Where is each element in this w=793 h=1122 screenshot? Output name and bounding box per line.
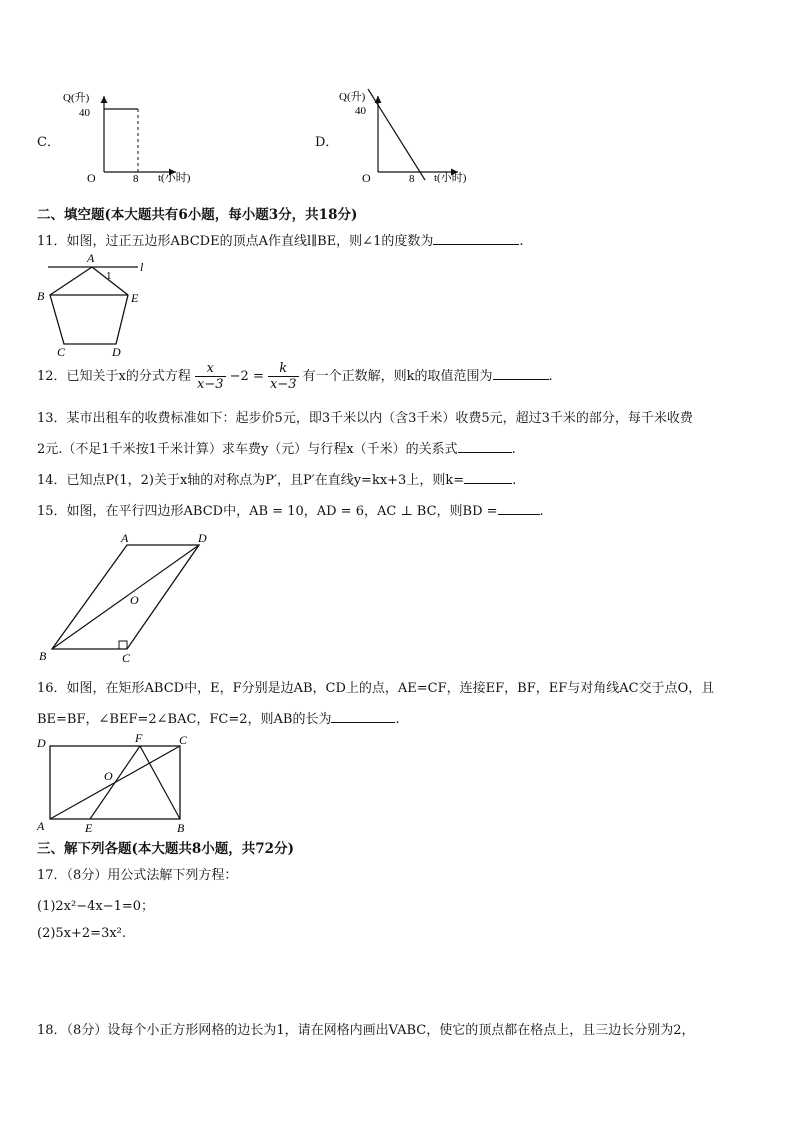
question-11-end: . [519, 234, 524, 249]
figure-parallelogram-label-o: O [130, 593, 139, 607]
question-18: 18．（8分）设每个小正方形网格的边长为1，请在网格内画出VABC，使它的顶点都在格点上，且三边长分别为2， [37, 1023, 695, 1038]
figure-parallelogram-label-d: D [198, 531, 207, 545]
figure-pentagon-label-e: E [131, 291, 139, 305]
figure-rectangle-label-e: E [85, 821, 93, 835]
figure-rectangle-label-b: B [177, 821, 185, 835]
question-17-part-2: (2)5x+2=3x². [37, 926, 127, 941]
figure-pentagon-label-1: 1 [106, 270, 112, 282]
question-13-line-2-text: 2元.（不足1千米按1千米计算）求车费y（元）与行程x（千米）的关系式 [37, 442, 458, 457]
graph-d-x-tick: 8 [409, 173, 415, 185]
figure-pentagon-label-b: B [37, 289, 45, 303]
figure-rectangle-label-d: D [37, 736, 46, 750]
figure-rectangle-label-a: A [37, 819, 45, 833]
figure-parallelogram-label-a: A [121, 531, 129, 545]
question-16-line-2-text: BE=BF，∠BEF=2∠BAC，FC=2，则AB的长为 [37, 712, 332, 727]
figure-pentagon-label-d: D [112, 345, 121, 359]
figure-pentagon-label-l: l [140, 260, 144, 274]
question-16-end: . [395, 712, 400, 727]
question-12-fraction-1-numerator: x [195, 361, 226, 377]
question-15-end: . [539, 504, 544, 519]
option-c-label: C． [37, 135, 60, 150]
figure-rectangle-label-f: F [135, 731, 143, 745]
graph-c-x-tick: 8 [133, 173, 139, 185]
figure-pentagon-label-c: C [57, 345, 66, 359]
graph-d-y-axis-label: Q(升) [339, 91, 366, 103]
section-3-title: 三、解下列各题(本大题共8小题，共72分) [37, 841, 294, 857]
figure-pentagon-label-a: A [87, 251, 95, 265]
question-12-fraction-1-denominator: x−3 [197, 377, 224, 392]
question-11-text: 11．如图，过正五边形ABCDE的顶点A作直线l∥BE，则∠1的度数为 [37, 234, 434, 249]
section-2-title: 二、填空题(本大题共有6小题，每小题3分，共18分) [37, 207, 358, 223]
graph-c-y-tick: 40 [79, 107, 90, 119]
question-13-line-1: 13．某市出租车的收费标准如下：起步价5元，即3千米以内（含3千米）收费5元，超过3千米的部分，每千米收费 [37, 411, 693, 426]
question-17-title: 17．（8分）用公式法解下列方程： [37, 868, 238, 883]
question-13-end: . [511, 442, 516, 457]
question-16-line-1: 16．如图，在矩形ABCD中，E，F分别是边AB，CD上的点，AE=CF，连接EF，BF，EF与对角线AC交于点O，且 [37, 681, 715, 696]
question-15-text: 15．如图，在平行四边形ABCD中，AB = 10，AD = 6，AC ⊥ BC，则BD = [37, 504, 498, 519]
figure-rectangle-label-o: O [104, 769, 113, 783]
question-12-fraction-2-denominator: x−3 [270, 377, 297, 392]
question-12-mid: −2 = [229, 369, 264, 384]
figure-rectangle-segment-ef [90, 746, 140, 819]
figure-rectangle-label-c: C [179, 733, 188, 747]
option-d-label: D． [315, 135, 339, 150]
graph-c-origin: O [87, 171, 96, 185]
question-12-fraction-2-numerator: k [268, 361, 299, 377]
question-17-part-1: (1)2x²−4x−1=0； [37, 899, 155, 914]
question-14-text: 14．已知点P(1，2)关于x轴的对称点为P′，且P′在直线y=kx+3上，则k= [37, 473, 465, 488]
figure-parallelogram-label-c: C [122, 651, 131, 665]
question-12-end: . [548, 369, 553, 384]
graph-c-y-axis-label: Q(升) [63, 92, 90, 104]
question-12-post: 有一个正数解，则k的取值范围为 [302, 369, 493, 384]
graph-d-y-tick: 40 [355, 105, 366, 117]
graph-d-x-axis-label: t(小时) [434, 172, 467, 184]
question-12-pre: 12．已知关于x的分式方程 [37, 369, 191, 384]
graph-d-origin: O [362, 171, 371, 185]
figure-parallelogram-label-b: B [39, 649, 47, 663]
graph-c-x-axis-label: t(小时) [158, 172, 191, 184]
question-14-end: . [512, 473, 517, 488]
